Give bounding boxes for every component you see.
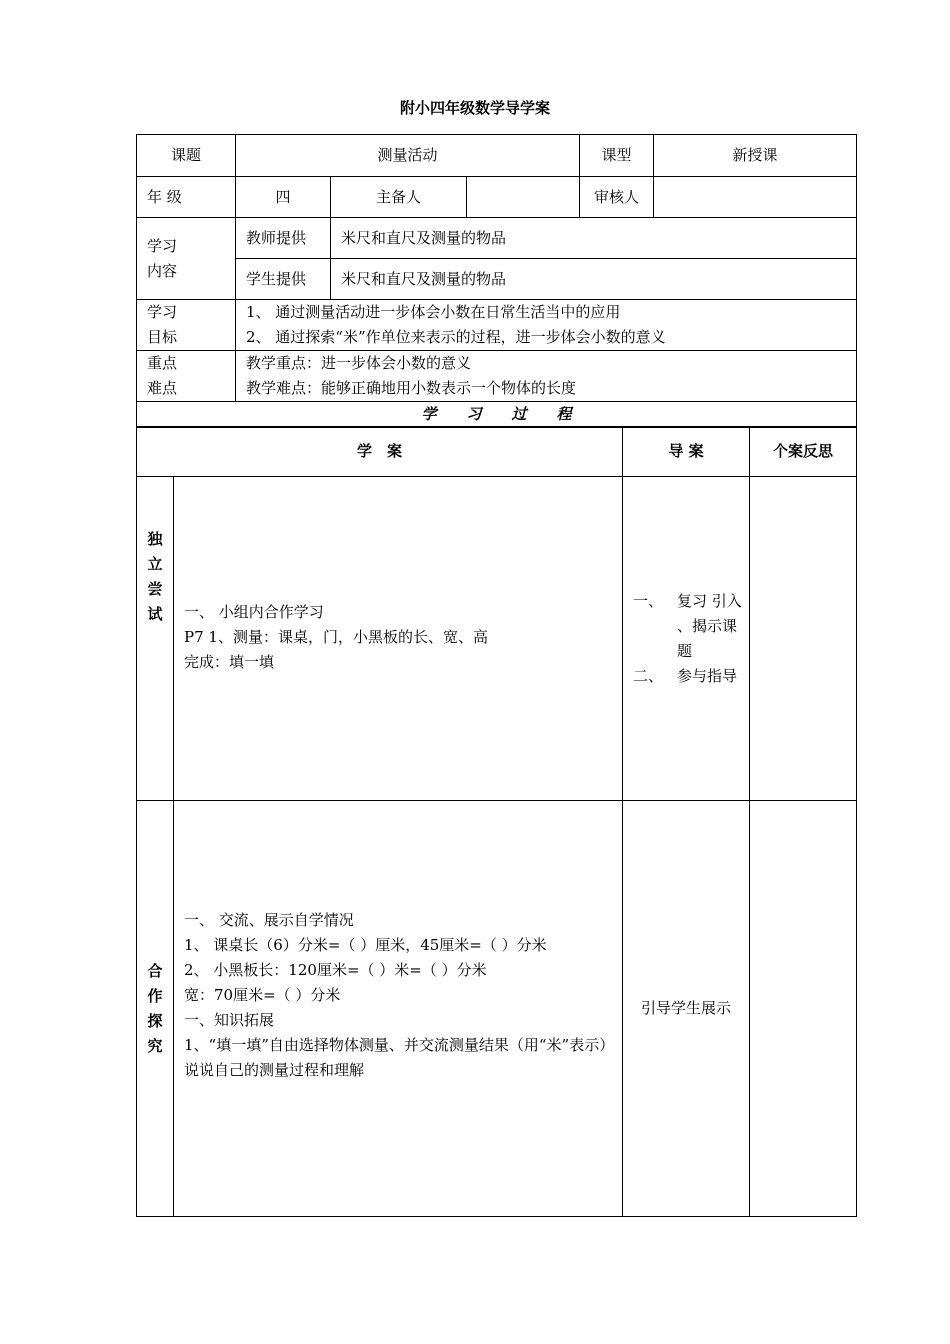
independent-attempt-content: [174, 477, 623, 801]
label-char: 立: [147, 555, 163, 573]
label-char: 试: [147, 605, 163, 623]
preparer-value: [467, 177, 580, 218]
content-line: 一、 交流、展示自学情况: [184, 911, 354, 929]
key-difficult-label: [137, 351, 236, 402]
independent-attempt-reflection: [750, 477, 857, 801]
independent-attempt-guide: [623, 477, 750, 801]
guide-item: [633, 664, 743, 689]
content-line: 2、 小黑板长：120厘米=（ ）米=（ ）分米: [184, 961, 487, 979]
topic-value: 测量活动: [236, 135, 580, 177]
learning-goal-item: 2、 通过探索“米”作单位来表示的过程，进一步体会小数的意义: [246, 328, 666, 346]
info-table: [136, 134, 857, 428]
independent-attempt-label: [137, 477, 174, 801]
label-char: 合: [147, 961, 163, 980]
reviewer-value: [654, 177, 857, 218]
guide-item-number: 一、: [633, 592, 664, 610]
key-difficult-label-line1: 重点: [147, 354, 178, 372]
reviewer-label: 审核人: [580, 177, 654, 218]
guide-item-number: 二、: [633, 667, 664, 685]
label-char: 作: [147, 986, 163, 1005]
key-difficult-label-line2: 难点: [147, 379, 178, 397]
content-line: 1、“填一填”自由选择物体测量、并交流测量结果（用“米”表示）: [184, 1036, 615, 1054]
learning-goals-label-line1: 学习: [147, 303, 178, 321]
study-plan-header: 学 案: [137, 427, 623, 477]
learning-content-label-line2: 内容: [147, 261, 178, 280]
student-provides-value: 米尺和直尺及测量的物品: [331, 259, 857, 300]
teacher-provides-value: 米尺和直尺及测量的物品: [331, 218, 857, 259]
teaching-difficult-point: 教学难点：能够正确地用小数表示一个物体的长度: [246, 379, 577, 397]
cooperative-inquiry-content: [174, 801, 623, 1217]
label-char: 探: [147, 1011, 163, 1030]
learning-content-label: [137, 218, 236, 300]
content-line: P7 1、测量：课桌，门，小黑板的长、宽、高: [184, 628, 488, 646]
cooperative-inquiry-guide: 引导学生展示: [623, 801, 750, 1217]
content-line: 说说自己的测量过程和理解: [184, 1061, 365, 1079]
cooperative-inquiry-label: [137, 801, 174, 1217]
process-table: [136, 426, 857, 1217]
grade-label: 年 级: [137, 177, 236, 218]
topic-label: 课题: [137, 135, 236, 177]
content-line: 一、知识拓展: [184, 1011, 275, 1029]
learning-goal-item: 1、 通过测量活动进一步体会小数在日常生活当中的应用: [246, 303, 621, 321]
learning-goals: [236, 300, 857, 351]
content-line: 一、 小组内合作学习: [184, 603, 324, 621]
teaching-key-point: 教学重点：进一步体会小数的意义: [246, 354, 472, 372]
preparer-label: 主备人: [331, 177, 467, 218]
learning-goals-label: [137, 300, 236, 351]
cooperative-inquiry-reflection: [750, 801, 857, 1217]
document-title: 附小四年级数学导学案: [399, 99, 550, 117]
lesson-type-label: 课型: [580, 135, 654, 177]
label-char: 究: [147, 1036, 163, 1055]
label-char: 独: [147, 530, 163, 548]
reflection-header: 个案反思: [750, 427, 857, 477]
student-provides-label: 学生提供: [236, 259, 331, 300]
learning-process-title: 学 习 过 程: [137, 402, 857, 428]
guide-item-text: 参与指导: [677, 667, 738, 685]
grade-value: 四: [236, 177, 331, 218]
content-line: 完成：填一填: [184, 653, 275, 671]
learning-goals-label-line2: 目标: [147, 328, 178, 346]
content-line: 1、 课桌长（6）分米=（ ）厘米，45厘米=（ ）分米: [184, 936, 547, 954]
learning-content-label-line1: 学习: [147, 236, 178, 255]
content-line: 宽：70厘米=（ ）分米: [184, 986, 341, 1004]
guide-item: [633, 589, 743, 664]
guide-plan-header: 导 案: [623, 427, 750, 477]
label-char: 尝: [147, 580, 163, 598]
key-difficult-points: [236, 351, 857, 402]
guide-item-text: 复习 引入 、揭示课题: [677, 592, 742, 660]
lesson-type-value: 新授课: [654, 135, 857, 177]
teacher-provides-label: 教师提供: [236, 218, 331, 259]
